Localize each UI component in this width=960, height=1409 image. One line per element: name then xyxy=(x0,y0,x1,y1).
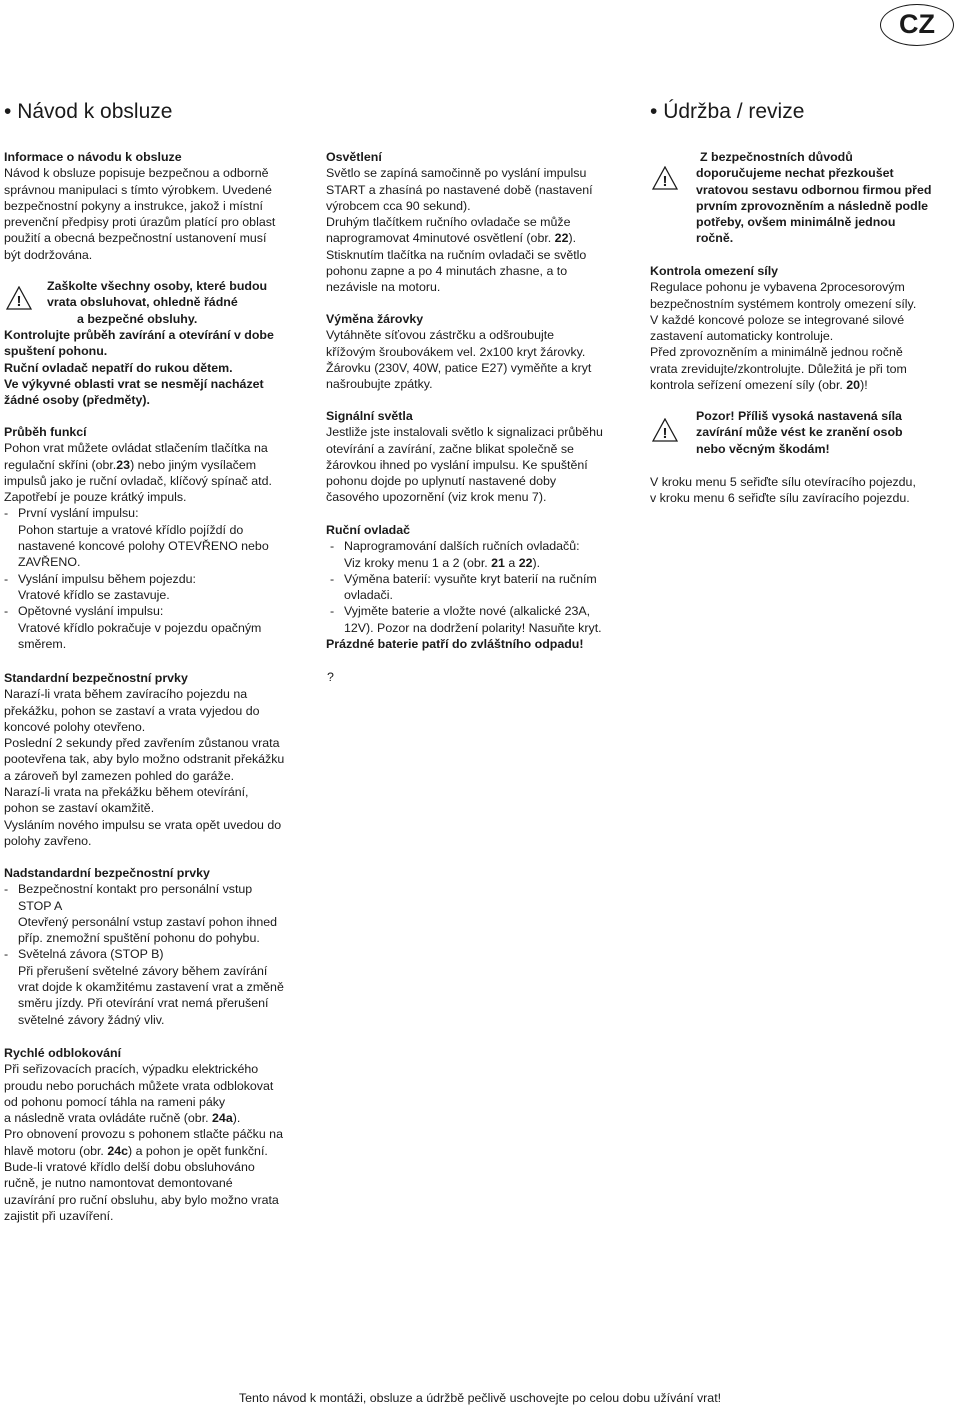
text-line: pohonu zapne a po 4 minutách zhasne, a to xyxy=(326,264,568,279)
text-line: Zapotřebí je pouze krátký impuls. xyxy=(4,490,187,505)
text-line: zastavení automaticky kontroluje. xyxy=(650,329,834,344)
dash: - xyxy=(330,539,335,554)
text-line: našroubujte zpátky. xyxy=(326,377,433,392)
text-line: Vratové křídlo pokračuje v pojezdu opačným xyxy=(18,620,262,635)
text-line: Regulace pohonu je vybavena 2procesorovým xyxy=(650,280,905,295)
kontrola-block xyxy=(650,263,956,393)
text-line: zavírání může vést ke zranění osob xyxy=(696,425,903,440)
text-line: V každé koncové poloze se integrované silové xyxy=(650,312,905,327)
warning-icon xyxy=(652,418,678,442)
text-line: použití a obecná bezpečnostní ustanovení musí xyxy=(4,231,267,246)
text-line: a následně vrata ovládáte ručně (obr. 24a). xyxy=(4,1111,241,1126)
text-line: Jestliže jste instalovali světlo k signalizaci průběhu xyxy=(326,425,603,440)
list-item xyxy=(4,505,314,521)
text-line: START a zhasíná po nastavené době (nastavení xyxy=(326,182,593,197)
info-text xyxy=(4,165,314,263)
text-line: Světlo se zapíná samočinně po vyslání impulsu xyxy=(326,166,587,181)
dash: - xyxy=(4,571,9,586)
info-block xyxy=(4,149,314,263)
text-line: bezpečnostní pokyny a instrukce, jakož i místní xyxy=(4,198,263,213)
item-head: Vyjměte baterie a vložte nové (alkalické 23A, xyxy=(344,604,591,619)
text-line: zajistit při uzavíření. xyxy=(4,1208,114,1223)
text-line: Žárovku (230V, 40W, patice E27) vyměňte a kryt xyxy=(326,360,592,375)
text-line: Pro obnovení provozu s pohonem stlačte páčku na xyxy=(4,1127,283,1142)
list-item xyxy=(326,538,641,554)
text-line: prvním zprovozněním a následně podle xyxy=(696,198,929,213)
text-line: nebo věcným škodám! xyxy=(696,441,830,456)
text-line: směru jízdy. Při otevírání vrat nemá přerušení xyxy=(18,996,269,1011)
item-head: Světelná závora (STOP B) xyxy=(18,947,164,962)
text-line: Pohon startuje a vratové křídlo pojíždí do xyxy=(18,522,244,537)
rychle-title: Rychlé odblokování xyxy=(4,1046,122,1060)
nadstandard-title: Nadstandardní bezpečnostní prvky xyxy=(4,866,210,880)
text-line: pohonu dojde po uplynutí nastavené doby xyxy=(326,474,557,489)
text-line: Viz kroky menu 1 a 2 (obr. 21 a 22). xyxy=(344,555,541,570)
question-mark: ? xyxy=(327,670,334,684)
item-head: První vyslání impulsu: xyxy=(18,506,139,521)
text-line: hlavě motoru (obr. 24c) a pohon je opět funkční. xyxy=(4,1143,268,1158)
text-line: Vysláním nového impulsu se vrata opět uvedou do xyxy=(4,817,282,832)
rucni-block xyxy=(326,522,641,652)
item-head: Bezpečnostní kontakt pro personální vstup xyxy=(18,882,253,897)
text-line: světelné závory žádný vliv. xyxy=(18,1012,165,1027)
signalni-title: Signální světla xyxy=(326,409,413,423)
text-line: Před zprovozněním a minimálně jednou ročně xyxy=(650,345,903,360)
osvetleni-block xyxy=(326,149,636,296)
text-line: Z bezpečnostních důvodů xyxy=(700,150,853,164)
info-title: Informace o návodu k obsluze xyxy=(4,150,182,164)
text-line: v kroku menu 6 seřiďte sílu zavíracího pojezdu. xyxy=(650,491,910,506)
text-line: vrata obsluhovat, ohledně řádné xyxy=(47,295,238,310)
kontrola-title: Kontrola omezení síly xyxy=(650,264,779,278)
text-line: pootevřena tak, aby bylo možno odstranit překážku xyxy=(4,752,285,767)
text-line: Zaškolte všechny osoby, které budou xyxy=(47,279,268,293)
text-line: pohon se zastaví okamžitě. xyxy=(4,801,155,816)
dash: - xyxy=(4,882,9,897)
text-line: ZAVŘENO. xyxy=(18,555,81,570)
list-item xyxy=(326,571,641,587)
item-head: Opětovné vyslání impulsu: xyxy=(18,604,164,619)
text-line: 12V). Pozor na dodržení polarity! Nasuňte kryt. xyxy=(344,620,602,635)
text-line: ročně. xyxy=(696,231,734,246)
standard-title: Standardní bezpečnostní prvky xyxy=(4,671,188,685)
section-heading-left: • Návod k obsluze xyxy=(4,100,173,123)
text-line: časového upozornění (viz krok menu 7). xyxy=(326,490,547,505)
text-line: doporučujeme nechat přezkoušet xyxy=(696,166,894,181)
warning-followup xyxy=(4,327,314,408)
text-line: výrobcem cca 90 sekund). xyxy=(326,198,471,213)
text-line: STOP A xyxy=(18,898,63,913)
text-line: ovladači. xyxy=(344,588,393,603)
text-line: Poslední 2 sekundy před zavřením zůstanou vrata xyxy=(4,736,280,751)
text-line: nezávisle na motoru. xyxy=(326,280,441,295)
text-line: Návod k obsluze popisuje bezpečnou a odborně xyxy=(4,166,269,181)
text-line: příp. znemožní spuštění pohonu do pohybu. xyxy=(18,931,260,946)
text-line: prevenční předpisy proti úrazům platící pro oblast xyxy=(4,215,276,230)
rychle-block xyxy=(4,1045,324,1224)
text-line: koncové polohy otevřeno. xyxy=(4,719,146,734)
text-line: bezpečnostním systémem kontroly omezení síly. xyxy=(650,296,917,311)
text-line: a zároveň byl zamezen pohled do garáže. xyxy=(4,768,235,783)
footer-note: Tento návod k montáži, obsluze a údržbě pečlivě uschovejte po celou dobu užívání vrat! xyxy=(238,1391,722,1405)
battery-disposal-note: Prázdné baterie patří do zvláštního odpadu! xyxy=(326,637,584,652)
text-line: směrem. xyxy=(18,636,67,651)
text-line: Bude-li vratové křídlo delší dobu obsluhováno xyxy=(4,1160,255,1175)
text-line: žádné osoby (předměty). xyxy=(4,393,150,408)
dash: - xyxy=(330,604,335,619)
pozor-text xyxy=(696,408,958,457)
text-line: Druhým tlačítkem ručního ovladače se může xyxy=(326,215,571,230)
list-item xyxy=(4,946,324,962)
text-line: nastavené koncové polohy OTEVŘENO nebo xyxy=(18,539,269,554)
text-line: Otevřený personální vstup zastaví pohon ihned xyxy=(18,914,277,929)
osvetleni-title: Osvětlení xyxy=(326,150,382,164)
vymena-block xyxy=(326,311,636,392)
text-line: křížovým šroubovákem vel. 2x100 kryt žárovky. xyxy=(326,344,586,359)
dash: - xyxy=(4,947,9,962)
item-head: Vyslání impulsu během pojezdu: xyxy=(18,571,196,586)
text-line: naprogramovat 4minutové osvětlení (obr. 22). xyxy=(326,231,577,246)
standard-block xyxy=(4,670,324,849)
krok-block xyxy=(650,474,956,507)
text-line: Ruční ovladač nepatří do rukou dětem. xyxy=(4,360,233,375)
text-line: Kontrolujte průběh zavírání a otevírání v dobe xyxy=(4,328,274,342)
prubeh-block xyxy=(4,424,314,652)
text-line: Stisknutím tlačítka na ručním ovladači se světlo xyxy=(326,247,587,262)
text-line: být dodržována. xyxy=(4,247,93,262)
text-line: vrata zrevidujte/zkontrolujte. Důležitá je při tom xyxy=(650,361,907,376)
rucni-title: Ruční ovladač xyxy=(326,523,411,537)
list-item xyxy=(326,603,641,619)
text-line: a bezpečné obsluhy. xyxy=(77,311,198,326)
svg-text:!: ! xyxy=(662,173,668,190)
item-head: Naprogramování dalších ručních ovladačů: xyxy=(344,539,580,554)
text-line: spuštení pohonu. xyxy=(4,344,108,359)
dash: - xyxy=(330,571,335,586)
heading-text: Údržba / revize xyxy=(663,100,805,123)
text-line: žárovkou ihned po vyslání impulsu. Ke spuštění xyxy=(326,457,588,472)
text-line: potřeby, ovšem minimálně jednou xyxy=(696,215,896,230)
text-line: od pohonu pomocí táhla na rameni páky xyxy=(4,1094,226,1109)
section-heading-right: • Údržba / revize xyxy=(650,100,805,123)
nadstandard-block xyxy=(4,865,324,1028)
vymena-title: Výměna žárovky xyxy=(326,312,424,326)
signalni-block xyxy=(326,408,641,506)
text-line: V kroku menu 5 seřiďte sílu otevíracího pojezdu, xyxy=(650,475,916,489)
list-item xyxy=(4,571,314,587)
dash: - xyxy=(4,604,9,619)
text-line: Narazí-li vrata na překážku během otevírání, xyxy=(4,785,249,800)
svg-text:!: ! xyxy=(662,425,668,442)
text-line: vrat dojde k okamžitému zastavení vrat a změně xyxy=(18,980,284,995)
svg-text:!: ! xyxy=(16,293,22,310)
text-line: překážku, pohon se zastaví a vrata vyjedou do xyxy=(4,703,260,718)
text-line: ručně, je nutno namontovat demontované xyxy=(4,1176,233,1191)
text-line: kontrola seřízení omezení síly (obr. 20)! xyxy=(650,378,868,393)
language-badge: CZ xyxy=(880,4,954,46)
list-item xyxy=(4,881,324,897)
text-line: Narazí-li vrata během zavíracího pojezdu na xyxy=(4,687,248,702)
text-line: polohy zavřeno. xyxy=(4,833,92,848)
heading-text: Návod k obsluze xyxy=(17,100,173,123)
text-line: Pohon vrat můžete ovládat stlačením tlačítka na xyxy=(4,441,268,456)
warning-text xyxy=(47,278,317,327)
text-line: Při přerušení světelné závory během zavírání xyxy=(18,963,268,978)
text-line: regulační skříni (obr.23) nebo jiným vysílačem xyxy=(4,457,257,472)
text-line: proudu nebo poruchách můžete vrata odblokovat xyxy=(4,1078,274,1093)
warning-icon xyxy=(6,286,32,310)
text-line: Ve výkyvné oblasti vrat se nesmějí nacházet xyxy=(4,376,264,391)
item-head: Výměna baterií: vysuňte kryt baterií na ručním xyxy=(344,571,597,586)
text-line: impulsů jako je ruční ovladač, klíčový spínač atd. xyxy=(4,473,272,488)
warning-icon xyxy=(652,166,678,190)
text-line: otevírání a zavírání, začne blikat společně se xyxy=(326,441,574,456)
text-line: Vytáhněte síťovou zástrčku a odšroubujte xyxy=(326,328,555,343)
list-item xyxy=(4,603,314,619)
text-line: Vratové křídlo se zastavuje. xyxy=(18,587,170,602)
text-line: uzavírání pro ruční obsluhu, aby bylo možno vrata xyxy=(4,1192,279,1207)
prubeh-title: Průběh funkcí xyxy=(4,425,87,439)
text-line: vratovou sestavu odbornou firmou před xyxy=(696,182,932,197)
dash: - xyxy=(4,506,9,521)
text-line: Pozor! Příliš vysoká nastavená síla xyxy=(696,409,902,423)
text-line: Při seřizovacích pracích, výpadku elektrického xyxy=(4,1062,259,1077)
udrzba-warning-text xyxy=(696,149,958,247)
text-line: správnou manipulaci s tímto výrobkem. Uvedené xyxy=(4,182,272,197)
